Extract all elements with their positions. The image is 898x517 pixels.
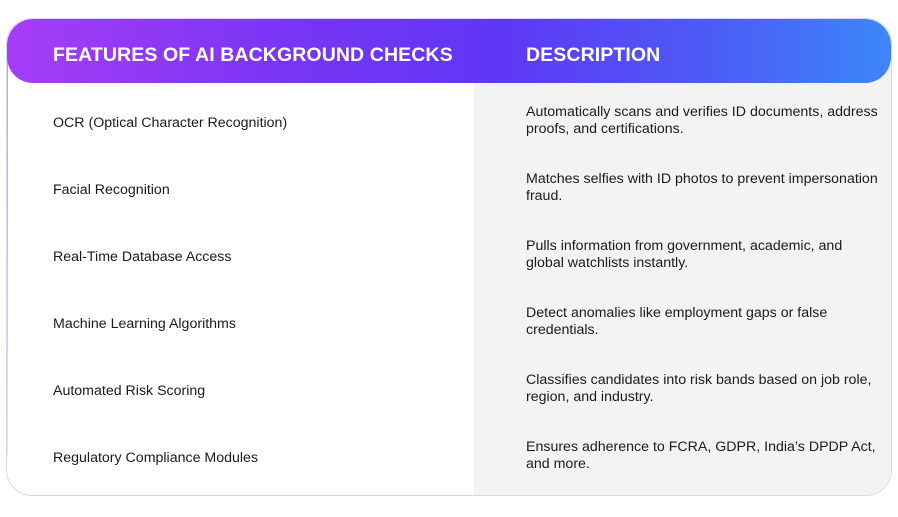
table-header bbox=[7, 19, 891, 83]
table-row bbox=[7, 223, 891, 290]
description-text: Ensures adherence to FCRA, GDPR, India’s DPDP Act, and more. bbox=[526, 438, 876, 472]
description-text: Pulls information from government, academic, and global watchlists instantly. bbox=[526, 237, 843, 271]
feature-cell: OCR (Optical Character Recognition) bbox=[53, 114, 288, 131]
description-text: Detect anomalies like employment gaps or false credentials. bbox=[526, 304, 828, 338]
description-cell bbox=[526, 89, 881, 156]
feature-cell: Automated Risk Scoring bbox=[53, 382, 206, 399]
table-row bbox=[7, 156, 891, 223]
header-description: DESCRIPTION bbox=[526, 44, 661, 66]
feature-cell: Regulatory Compliance Modules bbox=[53, 449, 259, 466]
feature-cell: Machine Learning Algorithms bbox=[53, 315, 236, 332]
description-text: Matches selfies with ID photos to prevent impersonation fraud. bbox=[526, 170, 878, 204]
header-features: FEATURES OF AI BACKGROUND CHECKS bbox=[53, 44, 453, 66]
description-text: Classifies candidates into risk bands based on job role, region, and industry. bbox=[526, 371, 872, 405]
table-row bbox=[7, 357, 891, 424]
description-cell bbox=[526, 290, 881, 357]
description-cell bbox=[526, 156, 881, 223]
description-cell bbox=[526, 357, 881, 424]
table-row bbox=[7, 89, 891, 156]
description-cell bbox=[526, 223, 881, 290]
features-table bbox=[6, 18, 892, 496]
feature-cell: Real-Time Database Access bbox=[53, 248, 232, 265]
feature-cell: Facial Recognition bbox=[53, 181, 170, 198]
table-row bbox=[7, 424, 891, 491]
table-row bbox=[7, 290, 891, 357]
description-text: Automatically scans and verifies ID documents, address proofs, and certifications. bbox=[526, 103, 878, 137]
description-cell bbox=[526, 424, 881, 491]
